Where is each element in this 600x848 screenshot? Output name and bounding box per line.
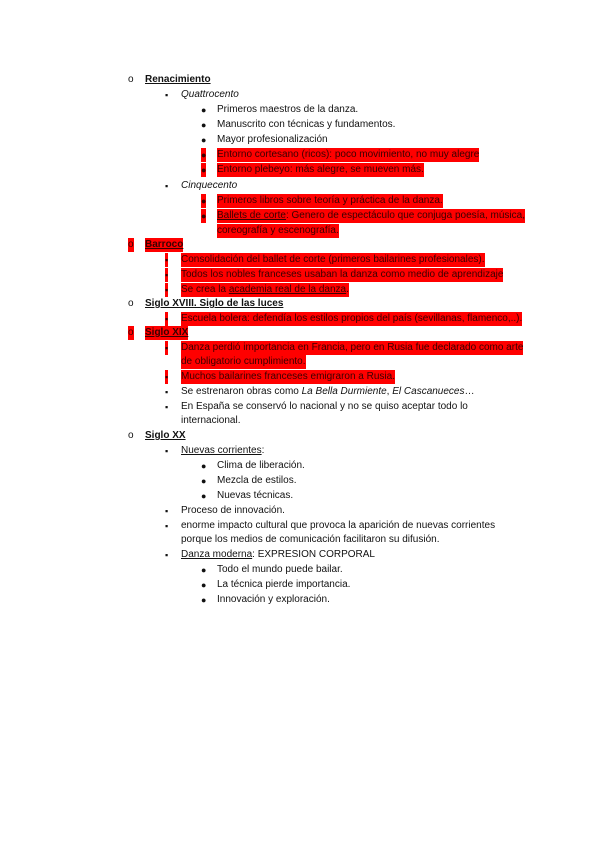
subheading-nuevas-corrientes (181, 444, 264, 458)
subheading-cinquecento: Cinquecento (181, 180, 238, 191)
academia-term: academia real de la danza (228, 284, 347, 295)
obra-cascanueces: El Cascanueces (392, 386, 465, 397)
list-item-continuation: internacional. (181, 415, 241, 426)
bullet-level2: ▪ (165, 506, 169, 516)
bullet-level3: ● (201, 165, 207, 175)
section-title-siglo-xx: Siglo XX (145, 430, 186, 441)
list-item-highlighted: Escuela bolera: defendía los estilos propios del país (sevillanas, flamenco,..). (181, 313, 523, 324)
list-item-highlighted: Primeros libros sobre teoría y práctica de la danza. (217, 195, 443, 206)
list-item-highlighted: Danza perdió importancia en Francia, pero en Rusia fue declarado como arte (181, 342, 524, 353)
bullet-level3: ● (201, 120, 207, 130)
bullet-level3: ● (201, 135, 207, 145)
bullet-level3: ● (201, 461, 207, 471)
bullet-level3: ● (201, 105, 207, 115)
bullet-level3: ● (201, 196, 207, 206)
bullet-level3: ● (201, 476, 207, 486)
list-item: Mayor profesionalización (217, 134, 328, 145)
list-item-highlighted: Todos los nobles franceses usaban la danza como medio de aprendizaje (181, 269, 504, 280)
list-item: enorme impacto cultural que provoca la aparición de nuevas corrientes (181, 520, 496, 531)
section-title-barroco: Barroco (145, 239, 184, 250)
bullet-level2: ▪ (165, 387, 169, 397)
bullet-level1: o (128, 239, 134, 250)
list-item: Primeros maestros de la danza. (217, 104, 359, 115)
list-item-highlighted: Entorno cortesano (ricos): poco movimiento, no muy alegre (217, 149, 480, 160)
bullet-level2: ▪ (165, 181, 169, 191)
bullet-level1: o (128, 430, 134, 441)
bullet-level1: o (128, 74, 134, 85)
ballets-de-corte-definition: : Genero de espectáculo que conjuga poesía, música, (285, 210, 525, 221)
obras-ellipsis: … (464, 386, 475, 397)
bullet-level1: o (128, 327, 134, 338)
danza-moderna-suffix: : EXPRESION CORPORAL (252, 549, 375, 560)
list-item: Mezcla de estilos. (217, 475, 297, 486)
list-item: Clima de liberación. (217, 460, 305, 471)
bullet-level3: ● (201, 150, 207, 160)
list-item: Todo el mundo puede bailar. (217, 564, 343, 575)
list-item-highlighted: Entorno plebeyo: más alegre, se mueven más. (217, 164, 424, 175)
list-item: Innovación y exploración. (217, 594, 330, 605)
danza-moderna-label: Danza moderna (181, 549, 253, 560)
subheading-danza-moderna (181, 548, 375, 562)
obras-prefix: Se estrenaron obras como (181, 386, 302, 397)
bullet-level3: ● (201, 491, 207, 501)
academia-suffix: . (346, 284, 349, 295)
bullet-level2: ▪ (165, 446, 169, 456)
nuevas-corrientes-label: Nuevas corrientes (181, 445, 262, 456)
list-item: Manuscrito con técnicas y fundamentos. (217, 119, 396, 130)
bullet-level2: ▪ (165, 372, 169, 382)
list-item-highlighted: Consolidación del ballet de corte (primeros bailarines profesionales). (181, 254, 485, 265)
bullet-level3: ● (201, 580, 207, 590)
bullet-level3: ● (201, 595, 207, 605)
bullet-level1: o (128, 298, 134, 309)
section-title-siglo-xix: Siglo XIX (145, 327, 189, 338)
list-item: Nuevas técnicas. (217, 490, 294, 501)
list-item-highlighted: Muchos bailarines franceses emigraron a Rusia. (181, 371, 395, 382)
list-item: La técnica pierde importancia. (217, 579, 351, 590)
obras-separator: , (386, 386, 393, 397)
list-item: En España se conservó lo nacional y no se quiso aceptar todo lo (181, 401, 468, 412)
bullet-level2: ▪ (165, 314, 169, 324)
subheading-quattrocento: Quattrocento (181, 89, 239, 100)
section-title-renacimiento: Renacimiento (145, 74, 211, 85)
list-item (181, 385, 475, 399)
bullet-level2: ▪ (165, 90, 169, 100)
list-item-continuation: coreografía y escenografía. (217, 225, 339, 236)
list-item-continuation: porque los medios de comunicación facilitaron su difusión. (181, 534, 440, 545)
list-item-highlighted (181, 283, 349, 297)
bullet-level3: ● (201, 211, 207, 221)
list-item-continuation: de obligatorio cumplimiento. (181, 356, 306, 367)
bullet-level2: ▪ (165, 285, 169, 295)
bullet-level2: ▪ (165, 550, 169, 560)
bullet-level3: ● (201, 565, 207, 575)
nuevas-corrientes-suffix: : (261, 445, 265, 456)
section-title-siglo-xviii: Siglo XVIII. Siglo de las luces (145, 298, 284, 309)
bullet-level2: ▪ (165, 402, 169, 412)
ballets-de-corte-term: Ballets de corte (217, 210, 286, 221)
bullet-level2: ▪ (165, 343, 169, 353)
academia-prefix: Se crea la (181, 284, 229, 295)
bullet-level2: ▪ (165, 521, 169, 531)
bullet-level2: ▪ (165, 255, 169, 265)
obra-bella-durmiente: La Bella Durmiente (301, 386, 387, 397)
bullet-level2: ▪ (165, 270, 169, 280)
list-item-highlighted (217, 209, 525, 223)
list-item: Proceso de innovación. (181, 505, 285, 516)
